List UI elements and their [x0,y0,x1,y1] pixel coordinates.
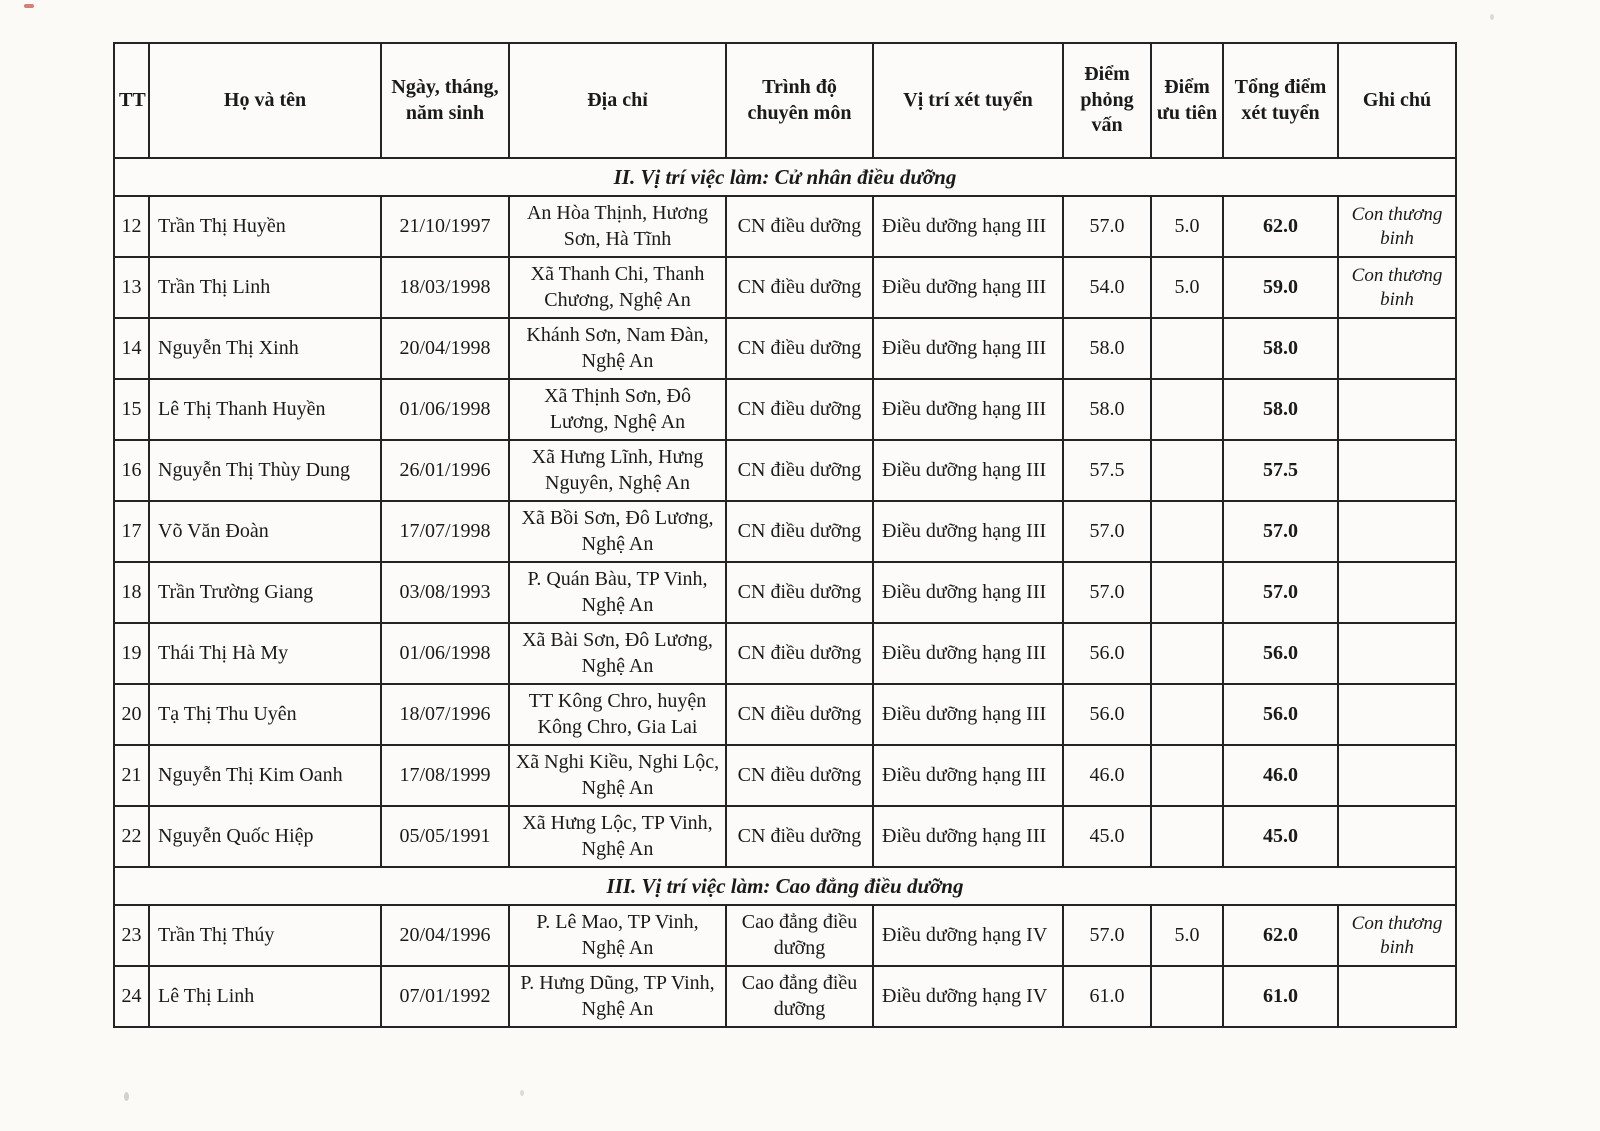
table-row [114,501,1456,562]
cell-interview: 56.0 [1063,623,1151,684]
cell-name: Trần Trường Giang [149,562,381,623]
cell-tt: 24 [114,966,149,1027]
cell-tt: 18 [114,562,149,623]
cell-priority [1151,966,1223,1027]
cell-position: Điều dưỡng hạng IV [873,966,1063,1027]
cell-note [1338,440,1456,501]
cell-qual: CN điều dưỡng [726,440,873,501]
cell-note [1338,501,1456,562]
cell-name: Thái Thị Hà My [149,623,381,684]
cell-interview: 57.0 [1063,905,1151,966]
section-title: III. Vị trí việc làm: Cao đẳng điều dưỡng [114,867,1456,905]
cell-note [1338,966,1456,1027]
cell-priority: 5.0 [1151,905,1223,966]
cell-note [1338,623,1456,684]
cell-interview: 57.5 [1063,440,1151,501]
column-header-priority: Điểm ưu tiên [1151,43,1223,158]
cell-tt: 19 [114,623,149,684]
cell-address: Xã Bồi Sơn, Đô Lương, Nghệ An [509,501,726,562]
cell-qual: CN điều dưỡng [726,623,873,684]
cell-name: Lê Thị Linh [149,966,381,1027]
table-row [114,684,1456,745]
cell-qual: CN điều dưỡng [726,257,873,318]
cell-total: 61.0 [1223,966,1338,1027]
column-header-total: Tổng điểm xét tuyển [1223,43,1338,158]
cell-address: Xã Hưng Lĩnh, Hưng Nguyên, Nghệ An [509,440,726,501]
cell-qual: CN điều dưỡng [726,196,873,257]
cell-total: 62.0 [1223,196,1338,257]
cell-dob: 05/05/1991 [381,806,509,867]
cell-interview: 58.0 [1063,379,1151,440]
section-title-row [114,158,1456,196]
table-row [114,966,1456,1027]
cell-qual: CN điều dưỡng [726,318,873,379]
cell-total: 56.0 [1223,684,1338,745]
table-row [114,745,1456,806]
cell-priority [1151,318,1223,379]
cell-position: Điều dưỡng hạng III [873,562,1063,623]
cell-dob: 20/04/1996 [381,905,509,966]
table-row [114,318,1456,379]
cell-qual: Cao đẳng điều dưỡng [726,905,873,966]
cell-address: Xã Thanh Chi, Thanh Chương, Nghệ An [509,257,726,318]
cell-priority [1151,806,1223,867]
section-title: II. Vị trí việc làm: Cử nhân điều dưỡng [114,158,1456,196]
recruitment-results-table [113,42,1457,1028]
column-header-position: Vị trí xét tuyển [873,43,1063,158]
scan-artifact [1490,14,1494,20]
cell-address: Khánh Sơn, Nam Đàn, Nghệ An [509,318,726,379]
column-header-interview: Điểm phỏng vấn [1063,43,1151,158]
cell-name: Nguyễn Thị Kim Oanh [149,745,381,806]
cell-interview: 58.0 [1063,318,1151,379]
column-header-note: Ghi chú [1338,43,1456,158]
cell-position: Điều dưỡng hạng III [873,318,1063,379]
cell-note [1338,318,1456,379]
column-header-qual: Trình độ chuyên môn [726,43,873,158]
cell-position: Điều dưỡng hạng III [873,196,1063,257]
section-title-row [114,867,1456,905]
cell-note [1338,806,1456,867]
cell-tt: 17 [114,501,149,562]
cell-dob: 17/08/1999 [381,745,509,806]
cell-dob: 18/07/1996 [381,684,509,745]
cell-position: Điều dưỡng hạng III [873,623,1063,684]
cell-tt: 16 [114,440,149,501]
cell-address: P. Quán Bàu, TP Vinh, Nghệ An [509,562,726,623]
cell-address: Xã Thịnh Sơn, Đô Lương, Nghệ An [509,379,726,440]
cell-tt: 14 [114,318,149,379]
cell-total: 57.5 [1223,440,1338,501]
cell-qual: Cao đẳng điều dưỡng [726,966,873,1027]
cell-total: 62.0 [1223,905,1338,966]
cell-name: Trần Thị Linh [149,257,381,318]
cell-dob: 26/01/1996 [381,440,509,501]
cell-position: Điều dưỡng hạng III [873,257,1063,318]
cell-dob: 03/08/1993 [381,562,509,623]
cell-qual: CN điều dưỡng [726,745,873,806]
cell-tt: 21 [114,745,149,806]
cell-address: An Hòa Thịnh, Hương Sơn, Hà Tĩnh [509,196,726,257]
cell-total: 59.0 [1223,257,1338,318]
cell-note [1338,562,1456,623]
cell-dob: 07/01/1992 [381,966,509,1027]
table-row [114,905,1456,966]
cell-address: Xã Nghi Kiều, Nghi Lộc, Nghệ An [509,745,726,806]
cell-qual: CN điều dưỡng [726,562,873,623]
cell-dob: 01/06/1998 [381,623,509,684]
table-row [114,379,1456,440]
cell-position: Điều dưỡng hạng III [873,745,1063,806]
cell-interview: 56.0 [1063,684,1151,745]
cell-dob: 20/04/1998 [381,318,509,379]
cell-interview: 57.0 [1063,501,1151,562]
table-row [114,440,1456,501]
cell-note [1338,745,1456,806]
cell-note: Con thương binh [1338,905,1456,966]
cell-address: P. Hưng Dũng, TP Vinh, Nghệ An [509,966,726,1027]
cell-qual: CN điều dưỡng [726,684,873,745]
table-row [114,623,1456,684]
cell-priority: 5.0 [1151,196,1223,257]
cell-position: Điều dưỡng hạng III [873,684,1063,745]
cell-interview: 57.0 [1063,562,1151,623]
cell-priority [1151,562,1223,623]
cell-tt: 23 [114,905,149,966]
cell-total: 57.0 [1223,562,1338,623]
scan-artifact [520,1090,524,1096]
cell-dob: 18/03/1998 [381,257,509,318]
cell-name: Nguyễn Thị Xinh [149,318,381,379]
cell-position: Điều dưỡng hạng IV [873,905,1063,966]
cell-tt: 15 [114,379,149,440]
cell-note: Con thương binh [1338,196,1456,257]
cell-interview: 45.0 [1063,806,1151,867]
cell-name: Nguyễn Thị Thùy Dung [149,440,381,501]
cell-note [1338,379,1456,440]
cell-interview: 46.0 [1063,745,1151,806]
cell-priority [1151,501,1223,562]
cell-qual: CN điều dưỡng [726,806,873,867]
cell-dob: 21/10/1997 [381,196,509,257]
cell-name: Nguyễn Quốc Hiệp [149,806,381,867]
cell-name: Trần Thị Thúy [149,905,381,966]
cell-priority [1151,379,1223,440]
cell-address: TT Kông Chro, huyện Kông Chro, Gia Lai [509,684,726,745]
cell-total: 46.0 [1223,745,1338,806]
cell-position: Điều dưỡng hạng III [873,379,1063,440]
cell-total: 45.0 [1223,806,1338,867]
cell-priority [1151,745,1223,806]
cell-address: Xã Hưng Lộc, TP Vinh, Nghệ An [509,806,726,867]
column-header-tt: TT [114,43,149,158]
cell-total: 57.0 [1223,501,1338,562]
cell-total: 58.0 [1223,318,1338,379]
cell-interview: 54.0 [1063,257,1151,318]
cell-address: Xã Bài Sơn, Đô Lương, Nghệ An [509,623,726,684]
table-body [114,158,1456,1027]
cell-tt: 22 [114,806,149,867]
cell-priority [1151,623,1223,684]
cell-note [1338,684,1456,745]
scan-artifact [124,1092,129,1101]
cell-total: 58.0 [1223,379,1338,440]
cell-priority [1151,440,1223,501]
table-row [114,806,1456,867]
cell-qual: CN điều dưỡng [726,379,873,440]
cell-qual: CN điều dưỡng [726,501,873,562]
cell-name: Lê Thị Thanh Huyền [149,379,381,440]
cell-dob: 17/07/1998 [381,501,509,562]
cell-position: Điều dưỡng hạng III [873,501,1063,562]
cell-position: Điều dưỡng hạng III [873,440,1063,501]
cell-dob: 01/06/1998 [381,379,509,440]
cell-name: Tạ Thị Thu Uyên [149,684,381,745]
cell-priority: 5.0 [1151,257,1223,318]
table-row [114,196,1456,257]
cell-total: 56.0 [1223,623,1338,684]
cell-address: P. Lê Mao, TP Vinh, Nghệ An [509,905,726,966]
cell-interview: 61.0 [1063,966,1151,1027]
column-header-name: Họ và tên [149,43,381,158]
cell-interview: 57.0 [1063,196,1151,257]
table-row [114,562,1456,623]
cell-tt: 20 [114,684,149,745]
column-header-dob: Ngày, tháng, năm sinh [381,43,509,158]
cell-tt: 13 [114,257,149,318]
cell-name: Trần Thị Huyền [149,196,381,257]
column-header-address: Địa chỉ [509,43,726,158]
cell-note: Con thương binh [1338,257,1456,318]
table-header-row [114,43,1456,158]
cell-name: Võ Văn Đoàn [149,501,381,562]
table-row [114,257,1456,318]
cell-tt: 12 [114,196,149,257]
cell-position: Điều dưỡng hạng III [873,806,1063,867]
scan-artifact [24,4,34,8]
cell-priority [1151,684,1223,745]
